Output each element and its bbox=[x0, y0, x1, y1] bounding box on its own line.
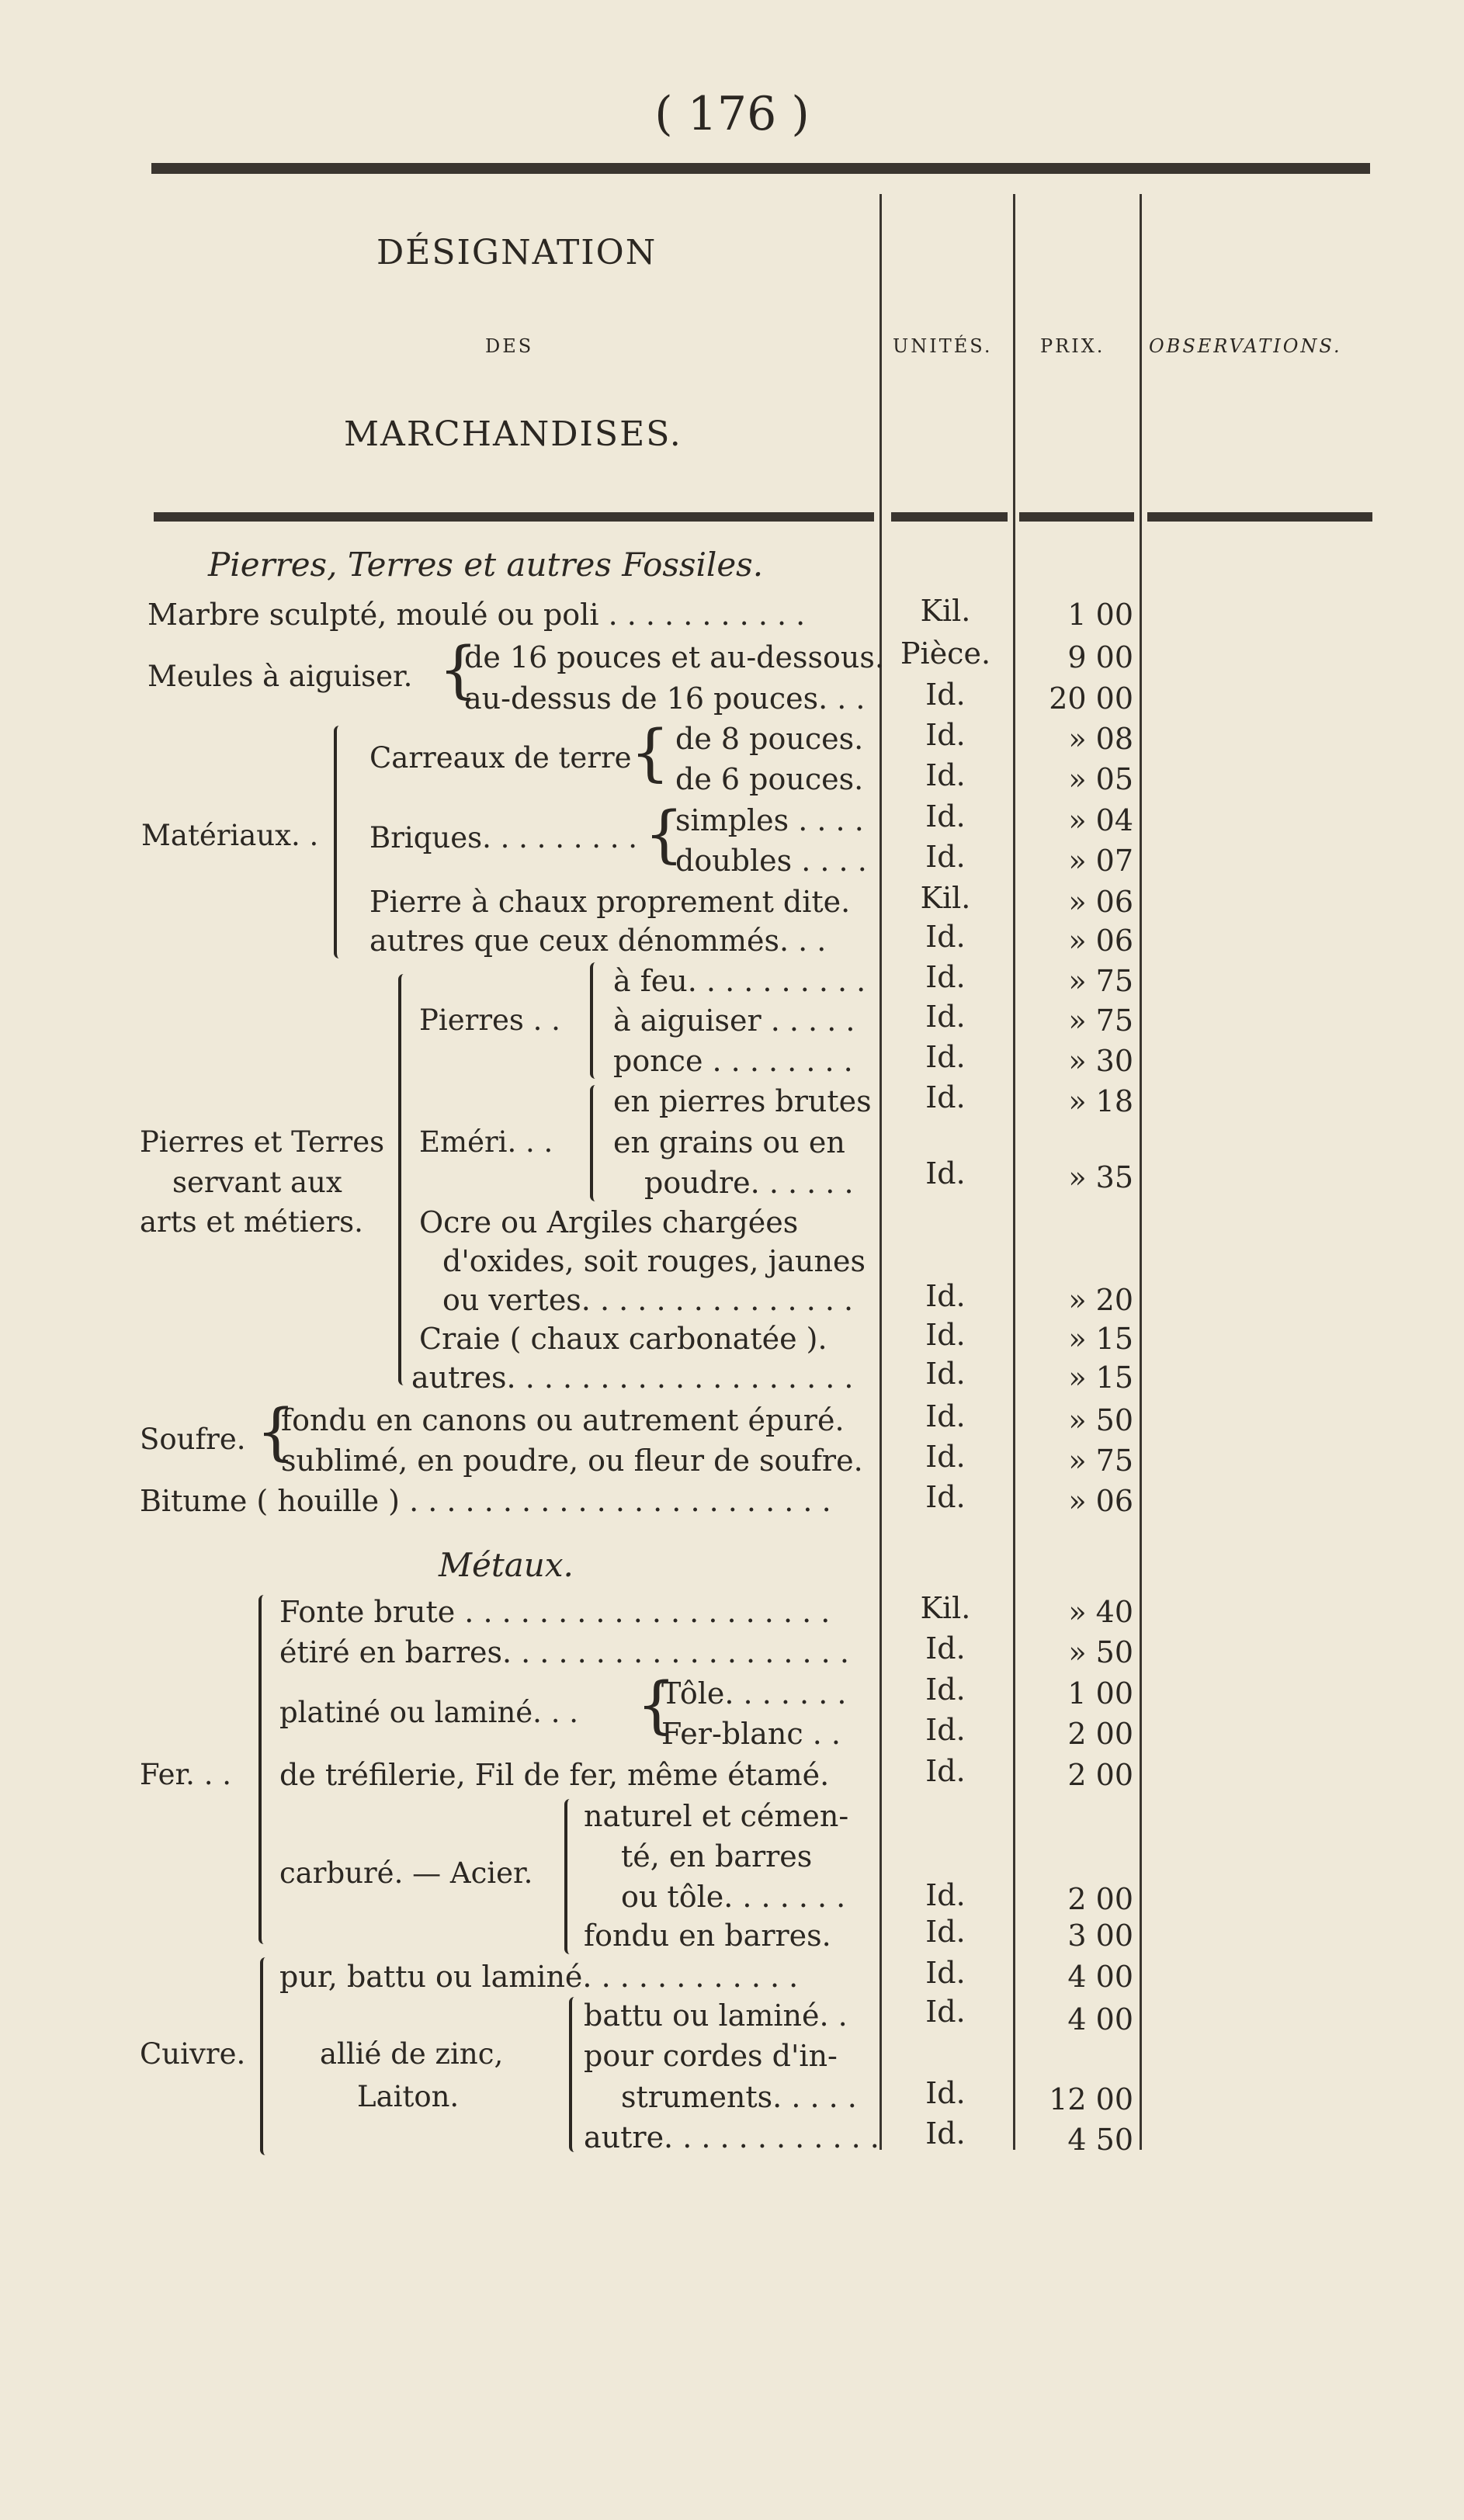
group-pierres-terres-3: arts et métiers. bbox=[140, 1205, 363, 1239]
row-label: ou tôle. . . . . . . bbox=[621, 1880, 846, 1914]
row-label: d'oxides, soit rouges, jaunes bbox=[442, 1244, 866, 1278]
row-price: » 18 bbox=[1068, 1084, 1133, 1118]
row-unit: Id. bbox=[925, 1480, 966, 1514]
brace bbox=[569, 1997, 580, 2152]
row-price: 2 00 bbox=[1067, 1882, 1133, 1916]
page-number: ( 176 ) bbox=[654, 87, 810, 141]
row-price: 2 00 bbox=[1067, 1717, 1133, 1751]
row-unit: Id. bbox=[925, 960, 966, 994]
row-unit: Id. bbox=[925, 1956, 966, 1990]
row-price: » 75 bbox=[1068, 1003, 1133, 1038]
row-label: sublimé, en poudre, ou fleur de soufre. bbox=[281, 1444, 863, 1478]
row-price: » 15 bbox=[1068, 1322, 1133, 1356]
row-label: battu ou laminé. . bbox=[584, 1998, 848, 2033]
row-label: étiré en barres. . . . . . . . . . . . . . . . . . . bbox=[279, 1635, 849, 1669]
row-label: Fonte brute . . . . . . . . . . . . . . . . . . . . bbox=[279, 1595, 831, 1629]
group-platine: platiné ou laminé. . . bbox=[279, 1696, 578, 1729]
row-unit: Id. bbox=[925, 718, 966, 752]
row-price: 3 00 bbox=[1067, 1919, 1133, 1953]
row-unit: Id. bbox=[925, 920, 966, 954]
row-price: 12 00 bbox=[1049, 2082, 1133, 2116]
row-label: de 16 pouces et au-dessous. bbox=[464, 640, 884, 674]
row-unit: Id. bbox=[925, 2076, 966, 2110]
row-label: ponce . . . . . . . . bbox=[613, 1044, 853, 1078]
row-unit: Id. bbox=[925, 1915, 966, 1949]
row-label: Fer-blanc . . bbox=[661, 1717, 841, 1751]
row-label: pur, battu ou laminé. . . . . . . . . . . . bbox=[279, 1960, 799, 1994]
row-label: pour cordes d'in- bbox=[584, 2039, 838, 2073]
header-prix: PRIX. bbox=[1040, 335, 1105, 357]
brace bbox=[334, 726, 345, 958]
row-label: autres. . . . . . . . . . . . . . . . . . . bbox=[411, 1361, 854, 1395]
row-unit: Id. bbox=[925, 1713, 966, 1747]
row-price: » 07 bbox=[1068, 844, 1133, 878]
row-unit: Id. bbox=[925, 799, 966, 834]
group-pierres-sub: Pierres . . bbox=[419, 1003, 560, 1037]
row-label: doubles . . . . bbox=[675, 844, 867, 878]
row-unit: Id. bbox=[925, 1040, 966, 1074]
row-label: Bitume ( houille ) . . . . . . . . . . . . . . . . . . . . . . . bbox=[140, 1484, 831, 1518]
row-unit: Id. bbox=[925, 1440, 966, 1474]
header-rule-designation bbox=[154, 512, 874, 522]
row-unit: Id. bbox=[925, 2116, 966, 2151]
brace bbox=[260, 1957, 271, 2155]
row-label: au-dessus de 16 pouces. . . bbox=[464, 681, 866, 716]
row-label: fondu en barres. bbox=[584, 1919, 831, 1953]
header-marchandises: MARCHANDISES. bbox=[344, 414, 682, 454]
brace bbox=[258, 1595, 269, 1944]
row-price: 4 00 bbox=[1067, 2002, 1133, 2036]
brace bbox=[590, 962, 601, 1079]
row-unit: Id. bbox=[925, 1878, 966, 1912]
row-label: à aiguiser . . . . . bbox=[613, 1003, 855, 1038]
row-price: » 35 bbox=[1068, 1160, 1133, 1194]
row-unit: Id. bbox=[925, 1279, 966, 1313]
group-pierres-terres-1: Pierres et Terres bbox=[140, 1125, 385, 1159]
row-unit: Id. bbox=[925, 1000, 966, 1034]
row-label: autres que ceux dénommés. . . bbox=[369, 924, 827, 958]
row-label: Craie ( chaux carbonatée ). bbox=[419, 1322, 827, 1356]
top-rule bbox=[151, 163, 1370, 174]
header-rule-observations bbox=[1147, 512, 1372, 522]
group-fer: Fer. . . bbox=[140, 1758, 231, 1791]
row-price: » 08 bbox=[1068, 722, 1133, 756]
row-label: poudre. . . . . . bbox=[644, 1166, 854, 1200]
row-price: » 75 bbox=[1068, 1444, 1133, 1478]
brace: { bbox=[630, 716, 670, 789]
row-price: 2 00 bbox=[1067, 1758, 1133, 1792]
group-carreaux: Carreaux de terre bbox=[369, 741, 632, 775]
row-unit: Id. bbox=[925, 1357, 966, 1391]
group-carbure: carburé. — Acier. bbox=[279, 1856, 533, 1890]
row-label: té, en barres bbox=[621, 1839, 813, 1874]
row-unit: Id. bbox=[925, 1399, 966, 1433]
row-label: simples . . . . bbox=[675, 803, 864, 837]
row-unit: Id. bbox=[925, 840, 966, 874]
row-price: 1 00 bbox=[1067, 598, 1133, 632]
brace bbox=[590, 1085, 601, 1201]
row-unit: Id. bbox=[925, 678, 966, 712]
row-price: » 50 bbox=[1068, 1635, 1133, 1669]
row-price: » 50 bbox=[1068, 1403, 1133, 1437]
row-price: » 05 bbox=[1068, 762, 1133, 796]
row-price: » 04 bbox=[1068, 803, 1133, 837]
row-unit: Kil. bbox=[920, 1591, 971, 1625]
header-observations: OBSERVATIONS. bbox=[1149, 335, 1342, 357]
row-label: à feu. . . . . . . . . . bbox=[613, 964, 866, 998]
row-label: en grains ou en bbox=[613, 1125, 845, 1159]
section-pierres: Pierres, Terres et autres Fossiles. bbox=[208, 546, 764, 584]
header-rule-prix bbox=[1019, 512, 1134, 522]
row-label: autre. . . . . . . . . . . . bbox=[584, 2120, 879, 2154]
row-unit: Id. bbox=[925, 1318, 966, 1352]
group-materiaux: Matériaux. . bbox=[141, 819, 319, 852]
row-label: de 8 pouces. bbox=[675, 722, 864, 756]
brace: { bbox=[644, 798, 684, 870]
row-price: » 20 bbox=[1068, 1283, 1133, 1317]
row-price: » 30 bbox=[1068, 1044, 1133, 1078]
row-price: 1 00 bbox=[1067, 1676, 1133, 1711]
row-label: en pierres brutes bbox=[613, 1084, 872, 1118]
row-unit: Pièce. bbox=[900, 636, 991, 671]
row-price: 9 00 bbox=[1067, 640, 1133, 674]
row-label: Ocre ou Argiles chargées bbox=[419, 1205, 799, 1239]
row-unit: Id. bbox=[925, 758, 966, 792]
row-price: 20 00 bbox=[1049, 681, 1133, 716]
row-price: » 06 bbox=[1068, 885, 1133, 919]
row-label: ou vertes. . . . . . . . . . . . . . . bbox=[442, 1283, 854, 1317]
row-unit: Id. bbox=[925, 1631, 966, 1666]
row-label: Pierre à chaux proprement dite. bbox=[369, 885, 851, 919]
brace: { bbox=[439, 633, 478, 705]
row-label: struments. . . . . bbox=[621, 2080, 857, 2114]
row-price: 4 50 bbox=[1067, 2123, 1133, 2157]
row-unit: Id. bbox=[925, 1156, 966, 1191]
group-cuivre: Cuivre. bbox=[140, 2037, 246, 2071]
brace bbox=[398, 974, 409, 1385]
group-soufre: Soufre. bbox=[140, 1423, 246, 1456]
header-designation: DÉSIGNATION bbox=[376, 233, 657, 272]
row-price: 4 00 bbox=[1067, 1960, 1133, 1994]
row-unit: Id. bbox=[925, 1080, 966, 1114]
section-metaux: Métaux. bbox=[439, 1546, 574, 1584]
group-meules: Meules à aiguiser. bbox=[147, 660, 413, 693]
header-unites: UNITÉS. bbox=[893, 335, 993, 357]
header-rule-unites bbox=[891, 512, 1008, 522]
header-des: DES bbox=[485, 335, 534, 357]
row-unit: Id. bbox=[925, 1754, 966, 1788]
row-label: fondu en canons ou autrement épuré. bbox=[281, 1403, 845, 1437]
row-price: » 75 bbox=[1068, 964, 1133, 998]
brace bbox=[564, 1799, 575, 1954]
row-unit: Id. bbox=[925, 1672, 966, 1707]
row-price: » 40 bbox=[1068, 1595, 1133, 1629]
group-emeri: Eméri. . . bbox=[419, 1125, 553, 1159]
row-unit: Id. bbox=[925, 1995, 966, 2029]
row-label: Marbre sculpté, moulé ou poli . . . . . . . . . . . bbox=[147, 598, 806, 632]
row-label: naturel et cémen- bbox=[584, 1799, 849, 1833]
row-price: » 15 bbox=[1068, 1361, 1133, 1395]
group-allie-2: Laiton. bbox=[357, 2080, 460, 2113]
row-label: de 6 pouces. bbox=[675, 762, 864, 796]
row-label: Tôle. . . . . . . bbox=[661, 1676, 847, 1711]
group-briques: Briques. . . . . . . . . bbox=[369, 821, 638, 854]
row-price: » 06 bbox=[1068, 924, 1133, 958]
group-allie-1: allié de zinc, bbox=[320, 2037, 504, 2071]
row-unit: Kil. bbox=[920, 881, 971, 915]
column-rule-3 bbox=[1140, 194, 1142, 2150]
row-unit: Kil. bbox=[920, 594, 971, 628]
group-pierres-terres-2: servant aux bbox=[172, 1166, 342, 1199]
row-price: » 06 bbox=[1068, 1484, 1133, 1518]
brace: { bbox=[637, 1669, 676, 1741]
row-label: de tréfilerie, Fil de fer, même étamé. bbox=[279, 1758, 830, 1792]
brace: { bbox=[256, 1395, 296, 1468]
